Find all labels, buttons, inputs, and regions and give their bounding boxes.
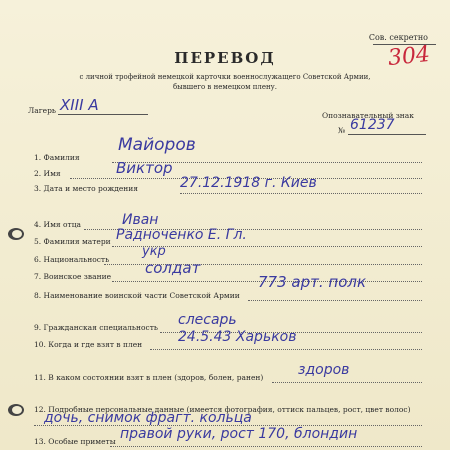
id-mark-prefix: № — [338, 126, 346, 135]
field-12-label: 12. Подробные персональные данные (имеется фотография, оттиск пальцев, рост, цвет волос) — [34, 405, 411, 414]
field-5-label: 5. Фамилия матери — [34, 237, 111, 246]
field-13-value: правой руки, рост 170, блондин — [120, 426, 358, 442]
field-11-label: 11. В каком состоянии взят в плен (здоров, болен, ранен) — [34, 373, 264, 382]
field-10-value: 24.5.43 Харьков — [178, 329, 297, 345]
field-4-value: Иван — [122, 212, 159, 228]
id-mark-label: Опознавательный знак — [322, 111, 414, 120]
classification-label: Сов. секретно — [368, 33, 428, 42]
field-4-label: 4. Имя отца — [34, 220, 81, 229]
field-8-value: 773 арт. полк — [258, 273, 367, 291]
field-3-label: 3. Дата и место рождения — [34, 184, 139, 193]
camp-value: XIII A — [60, 96, 99, 114]
field-1-value: Майоров — [118, 135, 196, 155]
field-3-line — [180, 193, 422, 194]
field-7-value: солдат — [145, 259, 201, 277]
id-mark-line — [348, 134, 426, 135]
field-11-value: здоров — [298, 362, 350, 378]
field-13-label: 13. Особые приметы — [34, 437, 116, 446]
field-3-value: 27.12.1918 г. Киев — [180, 175, 317, 191]
subtitle-line-1: с личной трофейной немецкой карточки военнослужащего Советской Армии, — [79, 73, 371, 81]
field-8-label: 8. Наименование воинской части Советской Армии — [34, 291, 240, 300]
binder-hole-icon — [8, 404, 24, 416]
field-10-line — [150, 349, 422, 350]
camp-line — [58, 114, 148, 115]
field-7-label: 7. Воинское звание — [34, 272, 112, 281]
field-9-label: 9. Гражданская специальность — [34, 323, 158, 332]
field-1-label: 1. Фамилия — [34, 153, 80, 162]
page-subtitle — [0, 72, 450, 92]
field-9-value: слесарь — [178, 312, 237, 328]
page-title: ПЕРЕВОД — [174, 49, 276, 67]
binder-hole-icon — [8, 228, 24, 240]
field-11-line — [272, 382, 422, 383]
field-2-value: Виктор — [116, 159, 173, 177]
id-mark-value: 61237 — [350, 117, 395, 133]
field-10-label: 10. Когда и где взят в плен — [34, 340, 143, 349]
red-handwritten-number: 304 — [386, 41, 432, 72]
field-8-line — [248, 300, 422, 301]
field-5-value: Радноченко Е. Гл. — [116, 227, 247, 243]
field-12-value: дочь, снимок фрагт. кольца — [44, 410, 252, 426]
field-6-label: 6. Национальность — [34, 255, 110, 264]
field-13-line — [110, 446, 422, 447]
field-2-label: 2. Имя — [34, 169, 61, 178]
field-6-value: укр — [142, 244, 166, 259]
subtitle-line-2: бывшего в немецком плену. — [172, 83, 278, 91]
camp-label: Лагерь — [28, 106, 56, 115]
